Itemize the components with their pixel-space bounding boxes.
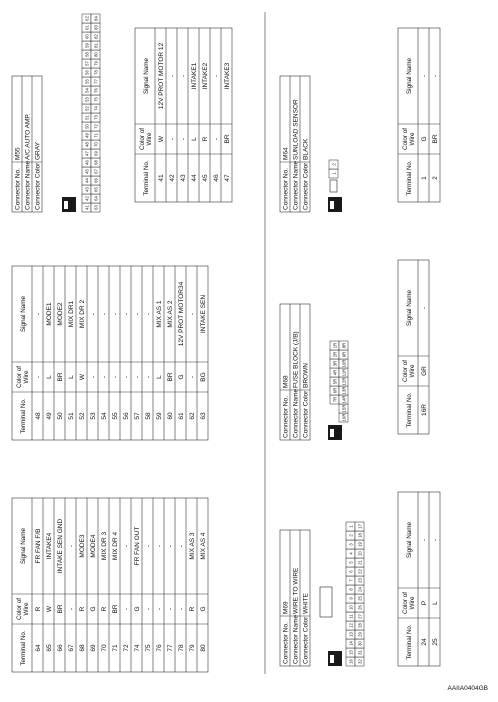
connector-pin-label: 51 <box>84 115 90 120</box>
connector-pin-label: 49 <box>84 133 90 138</box>
connector-pin-label: 66 <box>93 178 99 183</box>
terminal-header: Color of <box>402 127 409 151</box>
terminal-header: Terminal No. <box>406 392 413 428</box>
connector-pin-label: 73 <box>93 115 99 120</box>
connector-pin-label: 15R <box>341 404 347 413</box>
connector-pin-label: 12R <box>341 377 347 386</box>
connector-pin-label: 1 <box>348 525 354 528</box>
connector-pin-label: 11R <box>341 368 347 377</box>
terminal-header: Wire <box>146 132 153 146</box>
connector-info-value: M55 <box>14 147 22 160</box>
connector-pin-label: 70 <box>93 142 99 147</box>
terminal-cell: 60 <box>166 412 174 420</box>
terminal-cell: - <box>144 375 152 379</box>
terminal-cell: 78 <box>177 644 185 652</box>
connector-pin-label: 3 <box>348 543 354 546</box>
terminal-cell: FR FAN F/B <box>34 528 42 564</box>
terminal-cell: 62 <box>188 412 196 420</box>
terminal-cell: W <box>157 135 165 143</box>
connector-pin-label: 13 <box>348 632 354 637</box>
terminal-cell: 63 <box>199 412 207 420</box>
connector-pin-label: 65 <box>93 187 99 192</box>
terminal-cell: INTAKE1 <box>190 62 198 90</box>
sunload-connector-shell <box>330 180 337 192</box>
connector-pin-label: 4R <box>332 369 338 376</box>
connector-pin-label: 8 <box>348 588 354 591</box>
terminal-cell: 72 <box>122 644 130 652</box>
connector-pin-label: 29 <box>357 632 363 637</box>
terminal-cell: - <box>133 375 141 379</box>
connector-info-label: Connector No. <box>282 622 290 664</box>
connector-pin-label: 72 <box>93 124 99 129</box>
terminal-cell: R <box>188 606 196 612</box>
terminal-header: Signal Name <box>20 527 27 565</box>
terminal-cell: - <box>179 74 187 78</box>
terminal-cell: 45 <box>201 174 209 182</box>
terminal-cell: - <box>67 607 75 611</box>
connector-info-value: GRAY <box>34 142 42 160</box>
connector-pin-label: 50 <box>84 124 90 129</box>
terminal-cell: 50 <box>56 412 64 420</box>
terminal-header: Terminal No. <box>20 630 27 666</box>
terminal-cell: 59 <box>155 412 163 420</box>
terminal-cell: - <box>168 74 176 78</box>
hs-icon-window <box>330 429 334 437</box>
connector-pin-label: 60 <box>84 34 90 39</box>
terminal-cell: G <box>133 606 141 612</box>
terminal-cell: - <box>100 312 108 316</box>
figure-code: AAIIA0404GB <box>447 685 488 692</box>
rotated-sheet <box>12 12 440 674</box>
connector-pin-label: 22 <box>357 569 363 574</box>
connector-pin-label: 79 <box>93 61 99 66</box>
terminal-cell: MIX DR1 <box>67 300 75 328</box>
connector-pin-label: 9R <box>341 351 347 358</box>
terminal-header: Color of <box>402 591 409 615</box>
terminal-header: Signal Name <box>406 57 413 95</box>
connector-pin-label: 74 <box>93 106 99 111</box>
terminal-cell: INTAKE4 <box>45 532 53 560</box>
terminal-cell: MIX DR 3 <box>100 531 108 561</box>
terminal-cell: INTAKE SEN GND <box>56 518 64 574</box>
connector-pin-label: 42 <box>84 196 90 201</box>
connector-pin-label: 56 <box>84 70 90 75</box>
terminal-cell: MIX AS 2 <box>166 300 174 328</box>
terminal-cell: 76 <box>155 644 163 652</box>
terminal-header: Color of <box>139 127 146 151</box>
connector-info-value: BLACK <box>302 138 310 160</box>
terminal-cell: - <box>122 607 130 611</box>
terminal-cell: - <box>122 375 130 379</box>
terminal-cell: 41 <box>157 174 165 182</box>
terminal-cell: BR <box>166 372 174 382</box>
connector-pin-label: 81 <box>93 43 99 48</box>
terminal-cell: 52 <box>78 412 86 420</box>
connector-info-value: M64 <box>282 147 290 160</box>
connector-pin-label: 24 <box>357 587 363 592</box>
terminal-cell: BG <box>199 372 207 382</box>
connector-pin-label: 6 <box>348 570 354 573</box>
connector-pin-label: 57 <box>84 61 90 66</box>
terminal-cell: 12V PROT MOTOR34 <box>177 281 185 347</box>
terminal-cell: 80 <box>199 644 207 652</box>
connector-pin-label: 44 <box>84 178 90 183</box>
connector-pin-label: 18 <box>357 533 363 538</box>
terminal-cell: - <box>188 312 196 316</box>
connector-pin-label: 1 <box>331 172 337 175</box>
terminal-cell: - <box>212 74 220 78</box>
connector-pin-label: 23 <box>357 578 363 583</box>
terminal-cell: 46 <box>212 174 220 182</box>
terminal-cell: G <box>89 606 97 612</box>
terminal-cell: - <box>212 137 220 141</box>
connector-pin-label: 76 <box>93 88 99 93</box>
connector-pin-label: 2 <box>348 534 354 537</box>
hs-icon-window <box>64 201 68 209</box>
terminal-cell: 65 <box>45 644 53 652</box>
terminal-header: Color of <box>402 359 409 383</box>
terminal-cell: 77 <box>166 644 174 652</box>
terminal-cell: G <box>177 374 185 380</box>
terminal-cell: W <box>78 373 86 381</box>
terminal-cell: 24 <box>420 638 428 646</box>
terminal-cell: INTAKE2 <box>201 62 209 90</box>
connector-pin-label: 16 <box>348 659 354 664</box>
connector-pin-label: 19 <box>357 542 363 547</box>
connector-pin-label: 43 <box>84 187 90 192</box>
connector-pin-label: 69 <box>93 151 99 156</box>
terminal-cell: 51 <box>67 412 75 420</box>
connector-pin-label: 27 <box>357 614 363 619</box>
terminal-header: Wire <box>409 596 416 610</box>
connector-pin-label: 83 <box>93 25 99 30</box>
connector-pin-label: 47 <box>84 151 90 156</box>
terminal-cell: MIX AS 1 <box>155 300 163 328</box>
terminal-cell: 75 <box>144 644 152 652</box>
terminal-cell: MIX AS 3 <box>188 532 196 560</box>
connector-pin-label: 2 <box>331 163 337 166</box>
terminal-header: Terminal No. <box>406 624 413 660</box>
terminal-cell: - <box>100 375 108 379</box>
connector-pin-label: 64 <box>93 196 99 201</box>
connector-pin-label: 5R <box>332 378 338 385</box>
terminal-header: Signal Name <box>20 295 27 333</box>
connector-info-label: Connector Name <box>292 160 300 210</box>
terminal-cell: 74 <box>133 644 141 652</box>
connector-pin-label: 71 <box>93 133 99 138</box>
terminal-cell: - <box>420 538 428 542</box>
terminal-cell: - <box>155 544 163 548</box>
terminal-cell: - <box>122 312 130 316</box>
terminal-cell: 54 <box>100 412 108 420</box>
connector-pin-label: 63 <box>93 205 99 210</box>
connector-pin-label: 75 <box>93 97 99 102</box>
connector-pin-label: 6R <box>332 387 338 394</box>
terminal-cell: L <box>155 375 163 379</box>
terminal-cell: INTAKE SEN <box>199 294 207 334</box>
connector-pin-label: 20 <box>357 551 363 556</box>
terminal-cell: 66 <box>56 644 64 652</box>
terminal-cell: P <box>420 600 428 606</box>
connector-pin-label: 8R <box>341 342 347 349</box>
connector-pin-label: 84 <box>93 16 99 21</box>
connector-pin-label: 9 <box>348 597 354 600</box>
terminal-cell: MODE3 <box>78 534 86 558</box>
terminal-cell: 43 <box>179 174 187 182</box>
terminal-cell: - <box>179 137 187 141</box>
connector-pin-label: 2R <box>332 351 338 358</box>
connector-pin-label: 45 <box>84 169 90 174</box>
terminal-cell: - <box>431 74 439 78</box>
connector-pin-label: 41 <box>84 205 90 210</box>
terminal-cell: BR <box>56 372 64 382</box>
terminal-cell: MODE2 <box>56 302 64 326</box>
terminal-cell: - <box>67 544 75 548</box>
connector-info-label: Connector Color <box>302 162 310 210</box>
terminal-cell: - <box>34 312 42 316</box>
connector-info-value: WHITE <box>302 593 310 614</box>
terminal-cell: MIX AS 4 <box>199 532 207 560</box>
terminal-cell: GR <box>420 366 428 376</box>
terminal-cell: - <box>420 74 428 78</box>
terminal-cell: FR FAN OUT <box>133 526 141 566</box>
terminal-cell: MODE1 <box>45 302 53 326</box>
terminal-header: Terminal No. <box>20 398 27 434</box>
terminal-cell: L <box>45 375 53 379</box>
connector-pin-label: 7R <box>332 396 338 403</box>
connector-pin-label: 15 <box>348 650 354 655</box>
terminal-cell: INTAKE3 <box>223 62 231 90</box>
terminal-header: Wire <box>23 602 30 616</box>
terminal-cell: - <box>34 375 42 379</box>
hs-label: H.S. <box>336 427 342 438</box>
terminal-cell: BR <box>223 134 231 144</box>
connector-pin-label: 14 <box>348 641 354 646</box>
connector-info-label: Connector Name <box>292 388 300 438</box>
connector-info-value: SUNLOAD SENSOR <box>292 99 300 160</box>
terminal-cell: 42 <box>168 174 176 182</box>
terminal-cell: - <box>89 312 97 316</box>
connector-pin-label: 13R <box>341 386 347 395</box>
connector-pin-label: 10R <box>341 359 347 368</box>
terminal-cell: L <box>431 601 439 605</box>
connector-pin-label: 32 <box>357 659 363 664</box>
connector-pin-label: 61 <box>84 25 90 30</box>
terminal-cell: 69 <box>89 644 97 652</box>
wire-connector-latch <box>320 587 332 617</box>
connector-pin-label: 4 <box>348 552 354 555</box>
connector-pin-label: 25 <box>357 596 363 601</box>
hs-label: H.S. <box>70 199 76 210</box>
terminal-cell: - <box>166 607 174 611</box>
terminal-header: Signal Name <box>406 289 413 327</box>
connector-pin-label: 52 <box>84 106 90 111</box>
terminal-cell: - <box>177 607 185 611</box>
terminal-cell: BR <box>111 604 119 614</box>
terminal-cell: 61 <box>177 412 185 420</box>
terminal-cell: - <box>168 137 176 141</box>
terminal-cell: W <box>45 605 53 613</box>
connector-info-label: Connector No. <box>282 396 290 438</box>
terminal-cell: 57 <box>133 412 141 420</box>
connector-info-value: FUSE BLOCK (J/B) <box>292 331 300 388</box>
terminal-header: Signal Name <box>143 57 150 95</box>
terminal-cell: 71 <box>111 644 119 652</box>
hs-label: H.S. <box>336 653 342 664</box>
terminal-cell: - <box>111 312 119 316</box>
connector-pin-label: 30 <box>357 641 363 646</box>
terminal-header: Terminal No. <box>406 160 413 196</box>
terminal-cell: - <box>144 607 152 611</box>
terminal-cell: R <box>100 606 108 612</box>
connector-info-label: Connector Name <box>292 614 300 664</box>
terminal-cell: MIX DR 4 <box>111 531 119 561</box>
terminal-cell: 25 <box>431 638 439 646</box>
connector-pin-label: 10 <box>348 605 354 610</box>
terminal-cell: 16R <box>420 404 428 416</box>
terminal-cell: 68 <box>78 644 86 652</box>
terminal-cell: 44 <box>190 174 198 182</box>
connector-pin-label: 82 <box>93 34 99 39</box>
connector-pin-label: 68 <box>93 160 99 165</box>
connector-pin-label: 21 <box>357 560 363 565</box>
connector-pin-label: 5 <box>348 561 354 564</box>
connector-pin-label: 62 <box>84 16 90 21</box>
connector-pin-label: 59 <box>84 43 90 48</box>
connector-pin-label: 11 <box>348 614 354 619</box>
connector-info-label: Connector Color <box>34 162 42 210</box>
connector-pin-label: 3R <box>332 360 338 367</box>
connector-pin-label: 1R <box>332 342 338 349</box>
terminal-cell: 2 <box>431 176 439 180</box>
terminal-cell: 1 <box>420 176 428 180</box>
hs-icon-window <box>330 655 334 663</box>
connector-pin-label: 78 <box>93 70 99 75</box>
terminal-cell: 70 <box>100 644 108 652</box>
connector-pin-label: 31 <box>357 650 363 655</box>
terminal-cell: - <box>420 306 428 310</box>
connector-info-label: Connector Name <box>24 160 32 210</box>
terminal-header: Color of <box>16 597 23 621</box>
terminal-cell: - <box>431 538 439 542</box>
connector-pin-label: 77 <box>93 79 99 84</box>
connector-info-label: Connector Color <box>302 390 310 438</box>
terminal-cell: 67 <box>67 644 75 652</box>
connector-pin-label: 16R <box>341 413 347 422</box>
connector-pin-label: 14R <box>341 395 347 404</box>
terminal-cell: 55 <box>111 412 119 420</box>
terminal-cell: - <box>122 544 130 548</box>
terminal-cell: 12V PROT MOTOR 12 <box>157 42 165 110</box>
connector-pin-label: 26 <box>357 605 363 610</box>
connector-info-label: Connector No. <box>14 168 22 210</box>
terminal-cell: 56 <box>122 412 130 420</box>
terminal-header: Wire <box>409 132 416 146</box>
terminal-cell: L <box>67 375 75 379</box>
hs-label: H.S. <box>336 199 342 210</box>
connector-pin-label: 7 <box>348 579 354 582</box>
terminal-cell: R <box>78 606 86 612</box>
terminal-cell: 47 <box>223 174 231 182</box>
connector-pin-label: 55 <box>84 79 90 84</box>
terminal-cell: MODE4 <box>89 534 97 558</box>
connector-pin-label: 58 <box>84 52 90 57</box>
terminal-table <box>398 28 440 202</box>
terminal-cell: R <box>34 606 42 612</box>
terminal-cell: - <box>133 312 141 316</box>
terminal-cell: 79 <box>188 644 196 652</box>
terminal-cell: R <box>201 136 209 142</box>
connector-info-value: M68 <box>282 375 290 388</box>
terminal-cell: - <box>166 544 174 548</box>
terminal-cell: L <box>190 137 198 141</box>
connector-pin-label: 28 <box>357 623 363 628</box>
terminal-cell: BR <box>431 134 439 144</box>
connector-info-value: A/C AUTO AMP. <box>24 113 32 160</box>
terminal-cell: - <box>144 312 152 316</box>
hs-icon-window <box>330 201 334 209</box>
terminal-cell: G <box>199 606 207 612</box>
connector-pin-label: 48 <box>84 142 90 147</box>
terminal-cell: BR <box>56 604 64 614</box>
connector-pin-label: 67 <box>93 169 99 174</box>
terminal-cell: 58 <box>144 412 152 420</box>
connector-pin-label: 54 <box>84 88 90 93</box>
terminal-cell: - <box>144 544 152 548</box>
terminal-cell: - <box>111 375 119 379</box>
terminal-cell: 49 <box>45 412 53 420</box>
connector-info-value: M69 <box>282 601 290 614</box>
terminal-cell: - <box>188 375 196 379</box>
connector-info-label: Connector No. <box>282 168 290 210</box>
terminal-header: Signal Name <box>406 521 413 559</box>
terminal-cell: - <box>155 607 163 611</box>
terminal-header: Color of <box>16 365 23 389</box>
terminal-cell: 48 <box>34 412 42 420</box>
connector-info-value: BROWN <box>302 363 310 388</box>
connector-pin-label: 53 <box>84 97 90 102</box>
terminal-cell: - <box>89 375 97 379</box>
terminal-header: Wire <box>23 370 30 384</box>
terminal-cell: 64 <box>34 644 42 652</box>
connector-pin-label: 12 <box>348 623 354 628</box>
terminal-cell: 53 <box>89 412 97 420</box>
terminal-header: Wire <box>409 364 416 378</box>
connector-info-value: WIRE TO WIRE <box>292 567 300 614</box>
connector-pin-label: 80 <box>93 52 99 57</box>
connector-pin-label: 17 <box>357 524 363 529</box>
terminal-header: Terminal No. <box>143 160 150 196</box>
terminal-cell: G <box>420 136 428 142</box>
connector-info-label: Connector Color <box>302 616 310 664</box>
connector-pin-label: 46 <box>84 160 90 165</box>
terminal-cell: - <box>177 544 185 548</box>
terminal-cell: MIX DR 2 <box>78 299 86 329</box>
